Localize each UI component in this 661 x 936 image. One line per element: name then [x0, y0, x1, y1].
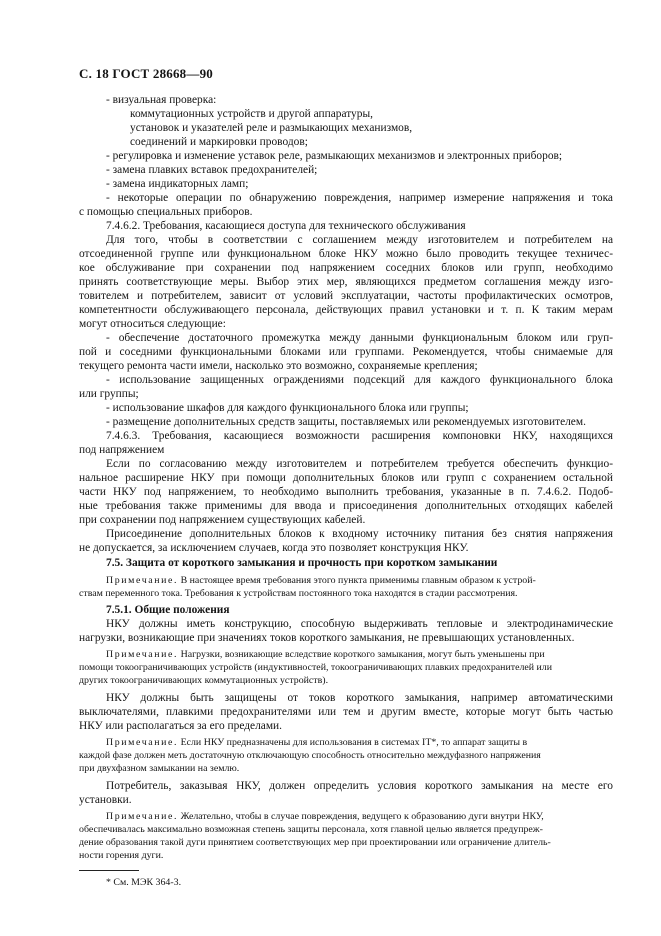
- note-text: Нагрузки, возникающие вследствие короткого замыкания, могут быть уменьшены при: [180, 649, 545, 660]
- note-line: каждой фазе должен меть достаточную отключающую способность относительно междуфазного напряжения: [79, 750, 541, 761]
- note-line: [106, 648, 545, 661]
- text-line: отсоединенной группе или функциональном блоке НКУ можно было проводить текущее техничес-: [79, 248, 613, 260]
- text-line: - размещение дополнительных средств защиты, поставляемых или рекомендуемых изготовителем.: [106, 416, 586, 428]
- text-line: Потребитель, заказывая НКУ, должен определить условия короткого замыкания на месте его: [106, 780, 613, 792]
- text-line: НКУ или располагаться за его пределами.: [79, 720, 282, 732]
- note-label: Примечание.: [106, 575, 179, 586]
- text-line: ные требования также применимы для ввода и присоединения дополнительных отходящих кабелей: [79, 500, 613, 512]
- section-heading: 7.4.6.2. Требования, касающиеся доступа для технического обслуживания: [106, 220, 466, 232]
- text-line: - использование защищенных ограждениями подсекций для каждого функционального блока: [106, 374, 613, 386]
- section-heading: 7.5.1. Общие положения: [106, 604, 230, 616]
- text-line: текущего ремонта части имели, насколько это возможно, сохраняемые крепления;: [79, 360, 478, 372]
- text-line: Для того, чтобы в соответствии с соглашением между изготовителем и потребителем на: [106, 234, 613, 246]
- text-line: части НКУ под напряжением, то необходимо выполнить требования, указанные в п. 7.4.6.2. Подоб-: [79, 486, 613, 498]
- footnote-rule: [79, 870, 139, 871]
- text-line: с помощью специальных приборов.: [79, 206, 253, 218]
- footnote: * См. МЭК 364-3.: [106, 877, 182, 888]
- text-line: при сохранении под напряжением существующих кабелей.: [79, 514, 366, 526]
- note-line: других токоограничивающих коммутационных устройств).: [79, 675, 329, 686]
- text-line: нальное расширение НКУ при помощи дополнительных блоков или групп с сохранением остальной: [79, 472, 613, 484]
- text-line: установок и указателей реле и размыкающих механизмов,: [130, 122, 413, 134]
- note-line: помощи токоограничивающих устройств (индуктивностей, токоограничивающих плавких предохранителей или: [79, 662, 553, 673]
- text-line: пой и соседними функциональными блоками или группами. Рекомендуется, чтобы снимаемые для: [79, 346, 613, 358]
- text-line: НКУ должны быть защищены от токов короткого замыкания, например автоматическими: [106, 692, 613, 704]
- text-line: не допускается, за исключением случаев, когда это позволяет конструкция НКУ.: [79, 542, 469, 554]
- note-line: [106, 810, 544, 823]
- text-line: установки.: [79, 794, 132, 806]
- text-line: соединений и маркировки проводов;: [130, 136, 308, 148]
- text-line: - некоторые операции по обнаружению повреждения, например измерение напряжения и тока: [106, 192, 613, 204]
- text-line: принять соответствующие меры. Выбор этих мер, являющихся предметом соглашения между изго-: [79, 276, 613, 288]
- note-label: Примечание.: [106, 811, 179, 822]
- text-line: - замена плавких вставок предохранителей;: [106, 164, 318, 176]
- text-line: - замена индикаторных ламп;: [106, 178, 249, 190]
- section-heading: 7.5. Защита от короткого замыкания и прочность при коротком замыкании: [106, 557, 498, 569]
- text-line: выключателями, плавкими предохранителями или тем и другим вместе, которые могут быть частью: [79, 706, 613, 718]
- text-line: - использование шкафов для каждого функционального блока или группы;: [106, 402, 469, 414]
- text-line: компетентности обслуживающего персонала, действующих правил установки и т. п. К таким мерам: [79, 304, 613, 316]
- note-line: [106, 574, 536, 587]
- note-label: Примечание.: [106, 737, 179, 748]
- note-line: дение образования такой дуги принятием соответствующих мер при проектировании или ограничение длитель-: [79, 837, 551, 848]
- note-line: [106, 736, 527, 749]
- note-line: обеспечивалась максимально возможная степень защиты персонала, хотя главной целью является предупреж-: [79, 824, 543, 835]
- note-line: ности горения дуги.: [79, 850, 164, 861]
- text-line: Присоединение дополнительных блоков к входному источнику питания без снятия напряжения: [106, 528, 613, 540]
- note-label: Примечание.: [106, 649, 179, 660]
- section-heading: 7.4.6.3. Требования, касающиеся возможности расширения компоновки НКУ, находящихся: [106, 430, 613, 442]
- text-line: товителем и потребителем, зависит от условий эксплуатации, частоты профилактических осмотров,: [79, 290, 613, 302]
- text-line: или группы;: [79, 388, 139, 400]
- note-text: Если НКУ предназначены для использования в системах IT*, то аппарат защиты в: [180, 737, 528, 748]
- page-header: С. 18 ГОСТ 28668—90: [79, 66, 213, 81]
- note-text: Желательно, чтобы в случае повреждения, ведущего к образованию дуги внутри НКУ,: [180, 811, 544, 822]
- text-line: под напряжением: [79, 444, 165, 456]
- text-line: могут относиться следующие:: [79, 318, 226, 330]
- note-line: при двухфазном замыкании на землю.: [79, 763, 240, 774]
- text-line: - регулировка и изменение уставок реле, размыкающих механизмов и электронных приборов;: [106, 150, 563, 162]
- text-line: кое обслуживание при сохранении под напряжением соседних блоков или групп, необходимо: [79, 262, 613, 274]
- text-line: - обеспечение достаточного промежутка между данными функциональным блоком или груп-: [106, 332, 613, 344]
- note-text: В настоящее время требования этого пункта применимы главным образом к устрой-: [180, 575, 536, 586]
- text-line: коммутационных устройств и другой аппаратуры,: [130, 108, 373, 120]
- text-line: нагрузки, возникающие при значениях токов короткого замыкания, не превышающих установленных.: [79, 632, 575, 644]
- note-line: ствам переменного тока. Требования к устройствам постоянного тока находятся в стадии рассмотрения.: [79, 588, 518, 599]
- text-line: - визуальная проверка:: [106, 94, 217, 106]
- text-line: Если по согласованию между изготовителем и потребителем требуется обеспечить функцио-: [106, 458, 613, 470]
- text-line: НКУ должны иметь конструкцию, способную выдерживать тепловые и электродинамические: [106, 618, 613, 630]
